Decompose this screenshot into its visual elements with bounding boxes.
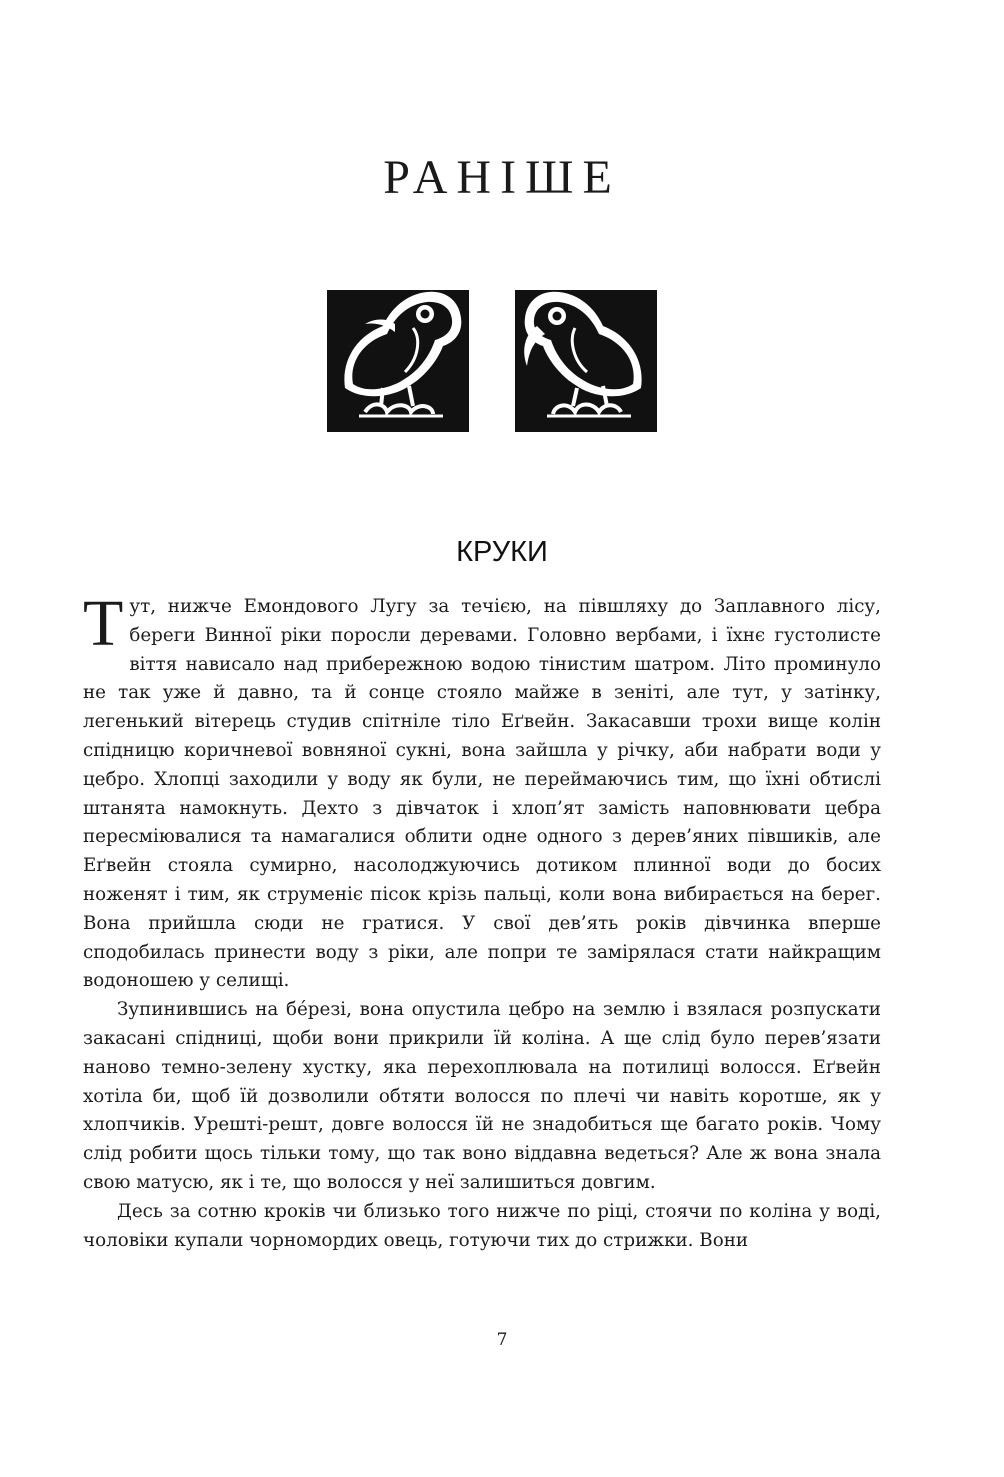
raven-right-icon <box>515 290 657 432</box>
paragraph: Десь за сотню кроків чи близько того нижче по ріці, стоячи по коліна у воді, чоловіки купали чорномордих овець, готуючи тих до стрижки. Вони <box>83 1200 881 1251</box>
drop-cap: Т <box>83 587 124 660</box>
page-number: 7 <box>496 1330 508 1350</box>
part-title: РАНІШЕ <box>383 151 621 205</box>
two-ravens-emblem-icon <box>325 280 660 440</box>
paragraph <box>83 587 881 996</box>
paragraph: Зупинившись на бéрезі, вона опустила цебро на землю і взялася розпускати закасані спідниці, щоби вони прикрили їй коліна. А ще слід було перев’язати наново темно-зелену хустку, яка перехоплювала на потилиці волосся. Еґвейн хотіла би, щоб їй дозволили обтяти волосся по плечі чи навіть коротше, як у хлопчиків. Урешті-решт, довге волосся їй не знадобиться ще багато років. Чому слід робити щось тільки тому, що так воно віддавна ведеться? Але ж вона знала свою матусю, як і те, що волосся у неї залишиться довгим. <box>83 999 881 1193</box>
raven-left-icon <box>327 290 469 432</box>
chapter-body <box>83 587 881 1255</box>
chapter-title: КРУКИ <box>456 536 548 569</box>
paragraph-text: ут, нижче Емондового Лугу за течією, на півшляху до Заплавного лісу, береги Винної ріки поросли деревами. Головно вербами, і їхнє густолисте віття нависало над прибережною водою тінистим шатром. Літо проминуло не так уже й давно, та й сонце стояло майже в зеніті, але тут, у затінку, легенький вітерець студив спітніле тіло Еґвейн. Закасавши трохи вище колін спідницю коричневої вовняної сукні, вона зайшла у річку, аби набрати води у цебро. Хлопці заходили у воду як були, не переймаючись тим, що їхні обтислі штанята намокнуть. Дехто з дівчаток і хлоп’ят замість наповнювати цебра пересміювалися та намагалися облити одне одного з дерев’яних півшиків, але Еґвейн стояла сумирно, насолоджуючись дотиком плинної води до босих ноженят і тим, як струменіє пісок крізь пальці, коли вона вибирається на берег. Вона прийшла сюди не гратися. У свої дев’ять років дівчинка вперше сподобилась принести воду з ріки, але попри те замірялася стати найкращим водоношею у селищі. <box>83 596 881 992</box>
